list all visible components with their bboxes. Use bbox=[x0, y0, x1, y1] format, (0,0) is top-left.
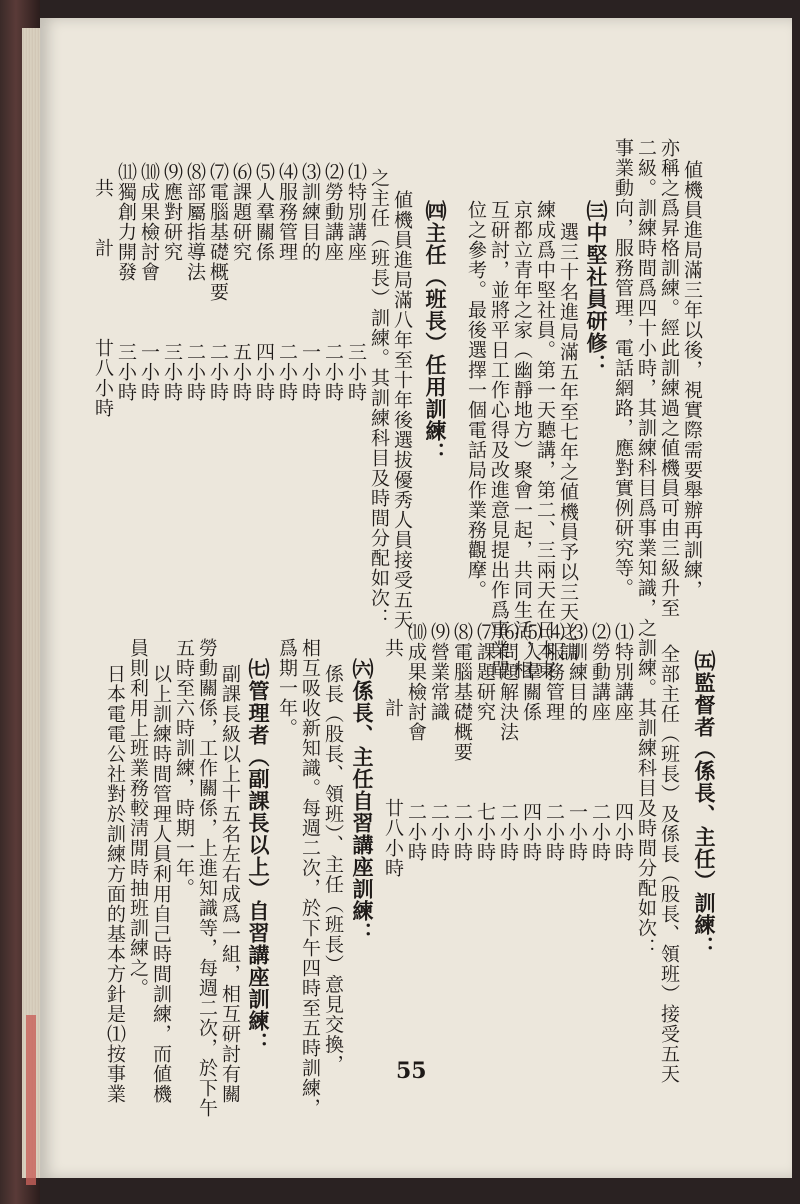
section-heading: ㈢中堅社員研修： bbox=[584, 200, 609, 376]
page-number: 55 bbox=[396, 1058, 427, 1084]
list-item: ⑼應對研究 三小時 bbox=[161, 162, 183, 402]
total-row: 共 計 廿八小時 bbox=[382, 638, 404, 878]
text-column: 値機員進局滿八年至十年後選拔優秀人員接受五天 bbox=[391, 190, 413, 630]
list-item: ⑻部屬指導法 二小時 bbox=[184, 162, 206, 402]
list-item: ⑵勞動講座 二小時 bbox=[589, 622, 611, 862]
bookmark-strip bbox=[26, 1015, 36, 1185]
list-item: ⑺電腦基礎概要 二小時 bbox=[207, 162, 229, 402]
list-item: ⑶訓練目的 一小時 bbox=[299, 162, 321, 402]
text-column: 練成爲中堅社員。第一天聽講，第二、三兩天在日本東 bbox=[534, 200, 556, 680]
text-column: 値機員進局滿三年以後，視實際需要舉辦再訓練， bbox=[681, 160, 703, 600]
list-item: ⑸人羣關係 四小時 bbox=[520, 622, 542, 862]
text-column: 之主任（班長）訓練。其訓練科目及時間分配如次： bbox=[368, 168, 390, 628]
list-item: ⑴特別講座 三小時 bbox=[345, 162, 367, 402]
text-column: 之訓練。其訓練科目及時間分配如次： bbox=[635, 618, 657, 958]
total-row: 共 計 廿八小時 bbox=[92, 178, 114, 418]
section-heading: ㈤監督者（係長、主任）訓練： bbox=[692, 650, 717, 958]
text-column: 相互吸收新知識。每週二次，於下午四時至五時訓練， bbox=[299, 638, 321, 1118]
text-column: 京都立青年之家（幽靜地方）聚會一起，共同生活，相 bbox=[511, 200, 533, 680]
text-column: 副課長級以上十五名左右成爲一組，相互研討有關 bbox=[219, 664, 241, 1104]
list-item: ⑷服務管理 二小時 bbox=[543, 622, 565, 862]
list-item: ⑵勞動講座 二小時 bbox=[322, 162, 344, 402]
list-item: ⑾獨創力開發 三小時 bbox=[115, 162, 137, 402]
text-column: 日本電電公社對於訓練方面的基本方針是⑴按事業 bbox=[104, 664, 126, 1104]
list-item: ⑹問題解決法 二小時 bbox=[497, 622, 519, 862]
section-heading: ㈣主任（班長）任用訓練： bbox=[423, 200, 448, 464]
text-column: 二級。訓練時間爲四十小時，其訓練科目爲事業知識， bbox=[635, 138, 657, 618]
text-column: 爲期一年。 bbox=[276, 638, 298, 738]
book-page bbox=[40, 18, 792, 1178]
text-column: 勞動關係，工作關係，上進知識等，每週二次，於下午 bbox=[196, 638, 218, 1118]
text-column: 員則利用上班業務較淸閒時抽班訓練之。 bbox=[127, 638, 149, 998]
text-column: 係長（股長、領班）、主任（班長）意見交換， bbox=[322, 664, 344, 1075]
list-item: ⑹課題研究 五小時 bbox=[230, 162, 252, 402]
text-column: 事業動向，服務管理，電話網路，應對實例研究等。 bbox=[612, 138, 634, 598]
text-column: 以上訓練時間管理人員利用自己時間訓練，而値機 bbox=[150, 664, 172, 1104]
list-item: ⑼營業常識 二小時 bbox=[428, 622, 450, 862]
page-edges bbox=[22, 28, 41, 1178]
text-column: 位之參考。最後選擇一個電話局作業務觀摩。 bbox=[465, 200, 487, 600]
text-column: 亦稱之爲昇格訓練。經此訓練過之値機員可由三級升至 bbox=[658, 138, 680, 618]
section-heading: ㈦管理者（副課長以上）自習講座訓練： bbox=[246, 658, 271, 1054]
list-item: ⑶訓練目的 一小時 bbox=[566, 622, 588, 862]
list-item: ⑻電腦基礎概要 二小時 bbox=[451, 622, 473, 862]
text-column: 互研討，並將平日工作心得及改進意見提出作爲事業單 bbox=[488, 200, 510, 680]
list-item: ⑷服務管理 二小時 bbox=[276, 162, 298, 402]
list-item: ⑽成果檢討會 二小時 bbox=[405, 622, 427, 862]
text-column: 五時至六時訓練，時期一年。 bbox=[173, 638, 195, 898]
text-column: 選三十名進局滿五年至七年之値機員予以三天之訓 bbox=[557, 222, 579, 662]
list-item: ⑺課題研究 七小時 bbox=[474, 622, 496, 862]
list-item: ⑽成果檢討會 一小時 bbox=[138, 162, 160, 402]
text-column: 全部主任（班長）及係長（股長、領班）接受五天 bbox=[658, 644, 680, 1084]
list-item: ⑴特別講座 四小時 bbox=[612, 622, 634, 862]
section-heading: ㈥係長、主任自習講座訓練： bbox=[350, 658, 375, 944]
list-item: ⑸人羣關係 四小時 bbox=[253, 162, 275, 402]
